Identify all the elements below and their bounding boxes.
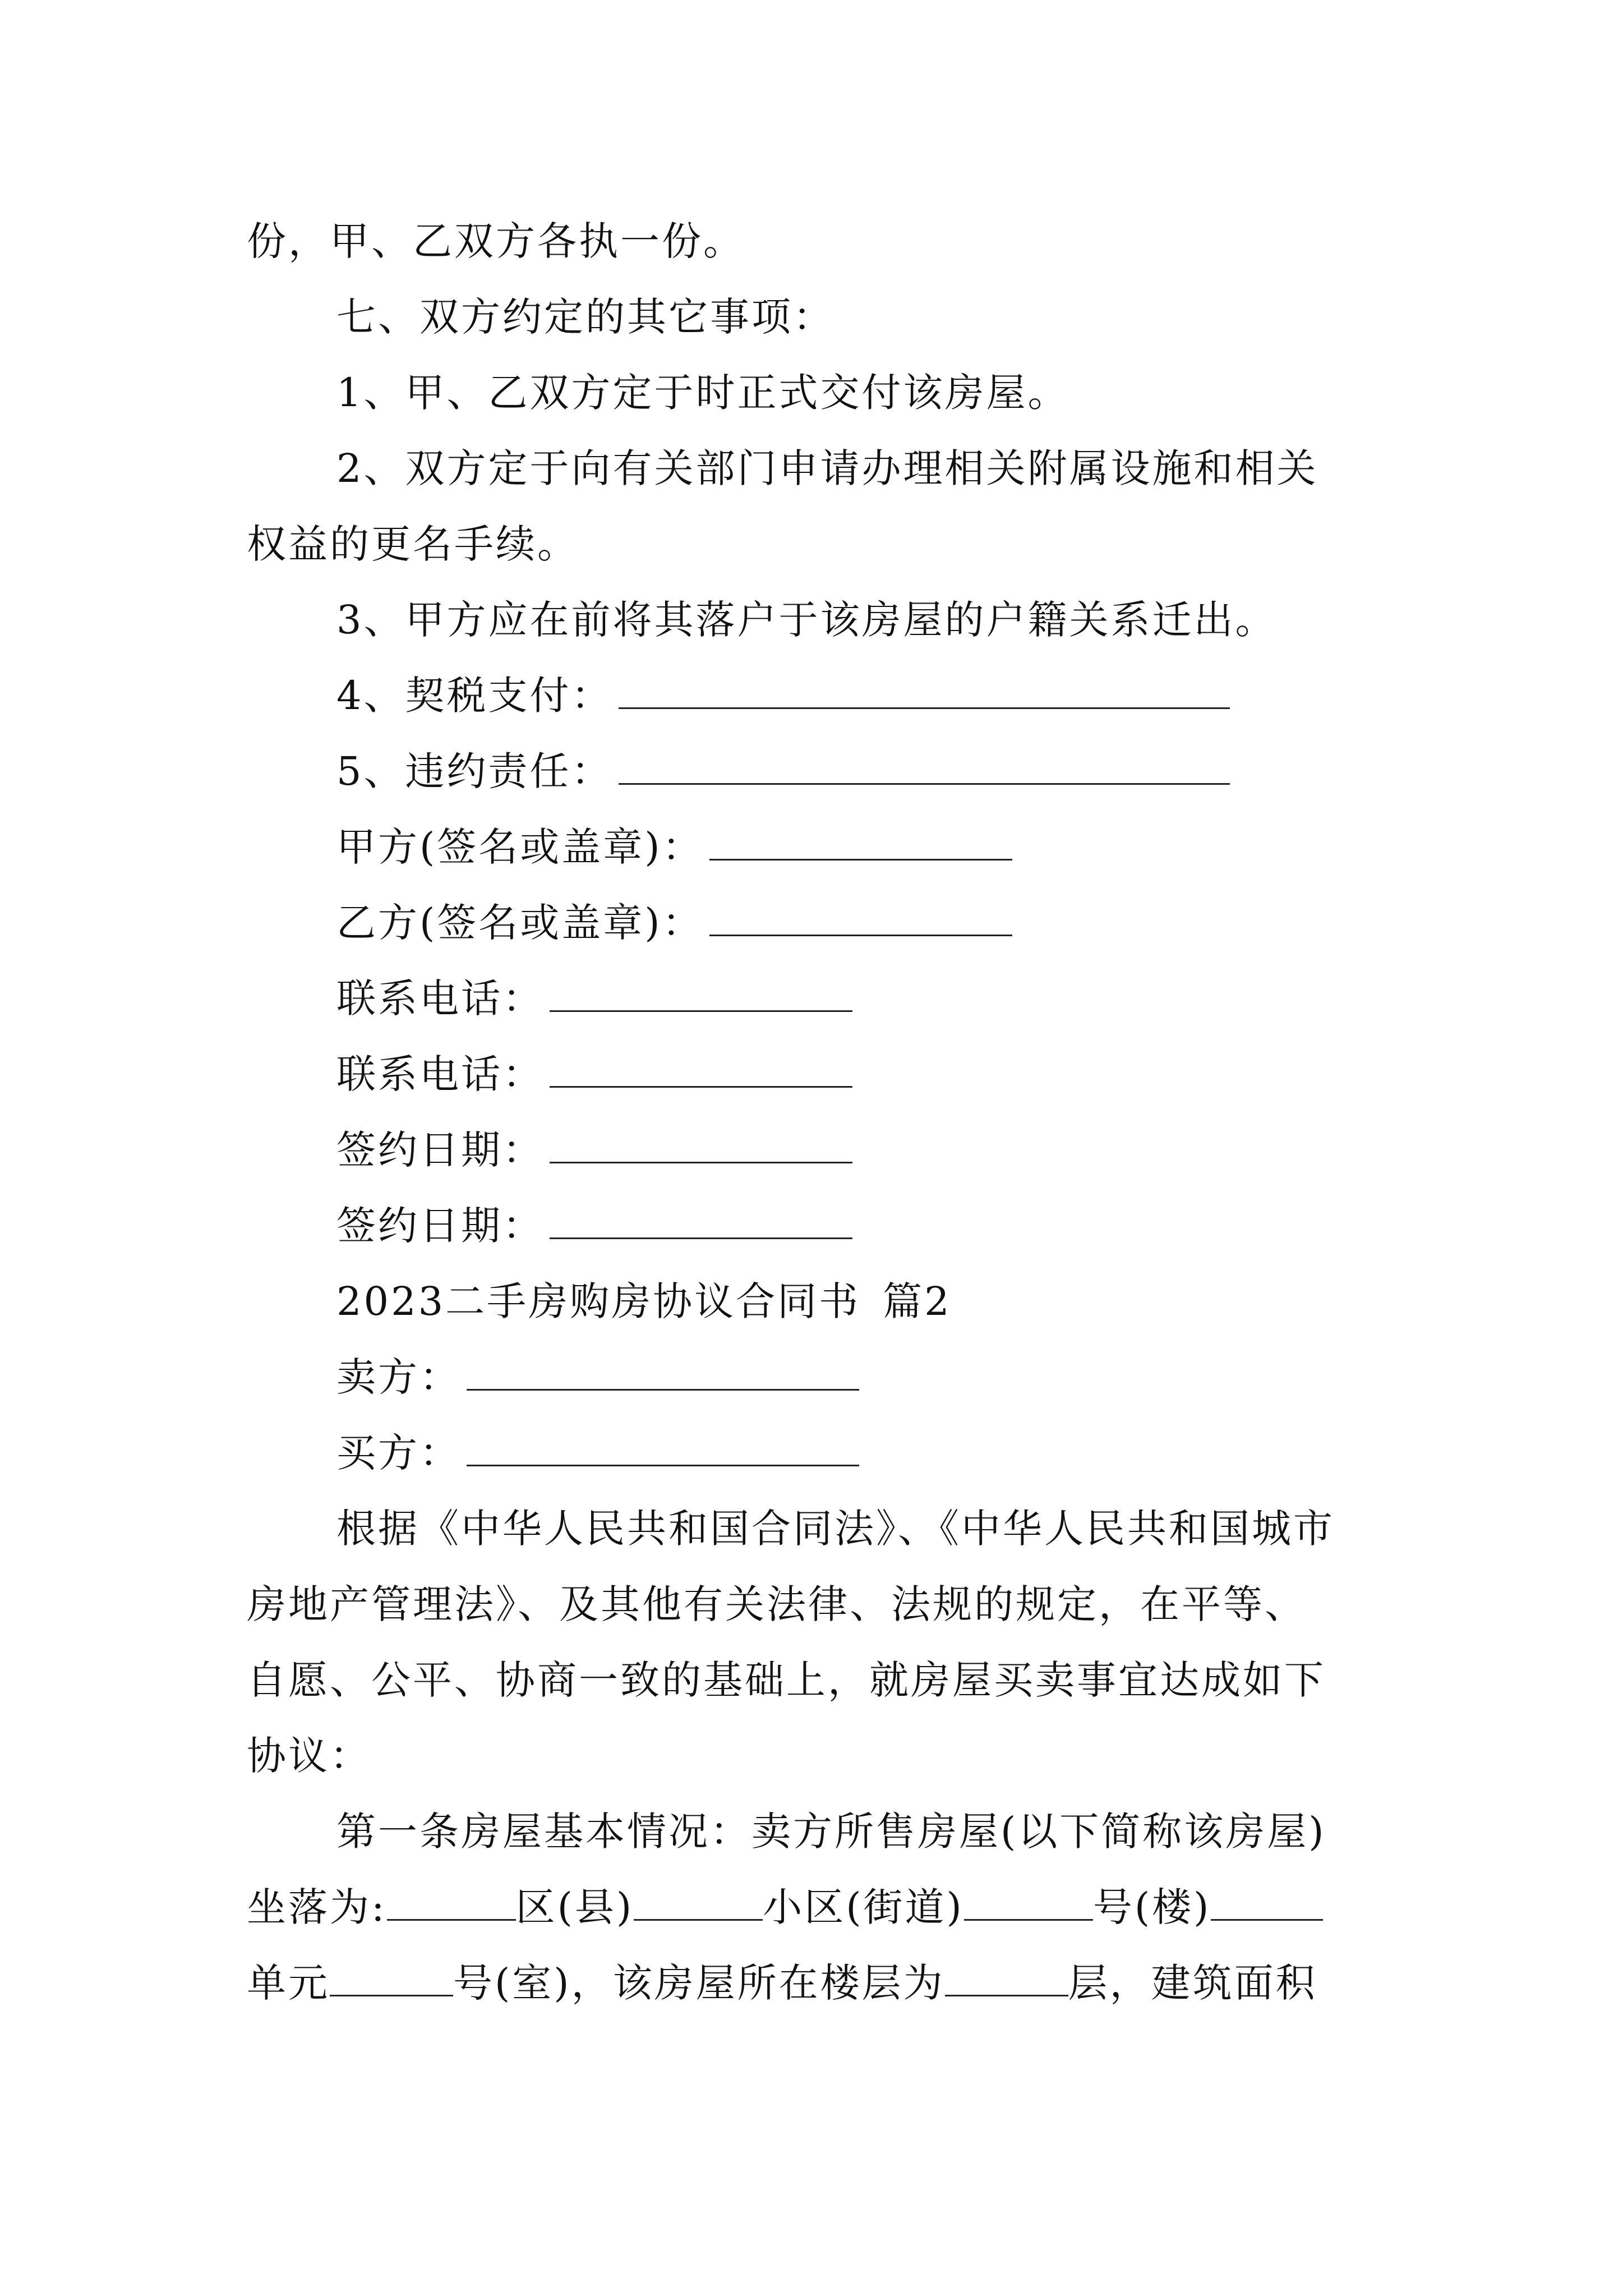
deed-tax-line — [336, 670, 1230, 721]
community-blank — [634, 1885, 763, 1921]
floor-label: 层，建筑面积 — [1068, 1960, 1317, 2006]
paragraph-line: 自愿、公平、协商一致的基础上，就房屋买卖事宜达成如下 — [247, 1657, 1326, 1703]
building-blank — [964, 1885, 1093, 1921]
liability-blank — [619, 749, 1230, 785]
text-line: 3、甲方应在前将其落户于该房屋的户籍关系迁出。 — [336, 597, 1277, 643]
party-b-sign-blank — [709, 901, 1012, 936]
party-b-sign-label: 乙方(签名或盖章)： — [336, 900, 704, 946]
deed-tax-blank — [619, 674, 1230, 709]
buyer-blank — [467, 1431, 859, 1466]
paragraph-line: 第一条房屋基本情况：卖方所售房屋(以下简称该房屋) — [336, 1809, 1326, 1855]
text-line: 份，甲、乙双方各执一份。 — [247, 218, 745, 264]
section-heading — [336, 1276, 952, 1327]
unit-label: 单元 — [247, 1960, 330, 2006]
buyer-line — [336, 1428, 859, 1478]
address-line — [247, 1882, 1323, 1932]
liability-line — [336, 746, 1230, 797]
community-label: 小区(街道) — [763, 1884, 964, 1930]
buyer-label: 买方： — [336, 1430, 461, 1476]
sign-date-blank — [550, 1128, 852, 1163]
phone-label: 联系电话： — [336, 1051, 544, 1097]
phone-line — [336, 1049, 852, 1099]
district-label: 区(县) — [515, 1884, 634, 1930]
sign-date-line — [336, 1200, 852, 1251]
party-a-sign-label: 甲方(签名或盖章)： — [336, 824, 704, 870]
paragraph-line: 根据《中华人民共和国合同法》、《中华人民共和国城市 — [336, 1506, 1335, 1552]
phone-label: 联系电话： — [336, 976, 544, 1022]
phone-blank — [550, 977, 852, 1012]
address-label: 坐落为: — [247, 1884, 387, 1930]
phone-blank — [550, 1052, 852, 1088]
sign-date-label: 签约日期： — [336, 1203, 544, 1249]
floor-blank — [945, 1961, 1068, 1996]
seller-blank — [467, 1355, 859, 1391]
party-b-sign-line — [336, 898, 1012, 948]
seller-label: 卖方： — [336, 1354, 461, 1400]
room-blank — [330, 1961, 453, 1996]
text-line: 1、甲、乙双方定于时正式交付该房屋。 — [336, 370, 1069, 416]
text-line: 权益的更名手续。 — [247, 521, 579, 567]
seller-line — [336, 1352, 859, 1402]
paragraph-line: 房地产管理法》、及其他有关法律、法规的规定，在平等、 — [247, 1581, 1306, 1627]
text-line: 七、双方约定的其它事项： — [336, 294, 834, 340]
liability-label: 5、违约责任： — [336, 748, 613, 794]
unit-blank — [1211, 1885, 1323, 1921]
phone-line — [336, 973, 852, 1024]
building-label: 号(楼) — [1092, 1884, 1211, 1930]
sign-date-line — [336, 1125, 852, 1175]
paragraph-line: 协议： — [247, 1733, 371, 1779]
unit-line — [247, 1958, 1317, 2008]
sign-date-label: 签约日期： — [336, 1127, 544, 1173]
heading-part: 篇2 — [883, 1278, 952, 1324]
district-blank — [387, 1885, 516, 1921]
room-label: 号(室)，该房屋所在楼层为 — [453, 1960, 945, 2006]
party-a-sign-blank — [709, 825, 1012, 861]
party-a-sign-line — [336, 822, 1012, 872]
deed-tax-label: 4、契税支付： — [336, 673, 613, 719]
text-line: 2、双方定于向有关部门申请办理相关附属设施和相关 — [336, 445, 1318, 491]
heading-title: 2023二手房购房协议合同书 — [336, 1278, 861, 1324]
sign-date-blank — [550, 1204, 852, 1239]
